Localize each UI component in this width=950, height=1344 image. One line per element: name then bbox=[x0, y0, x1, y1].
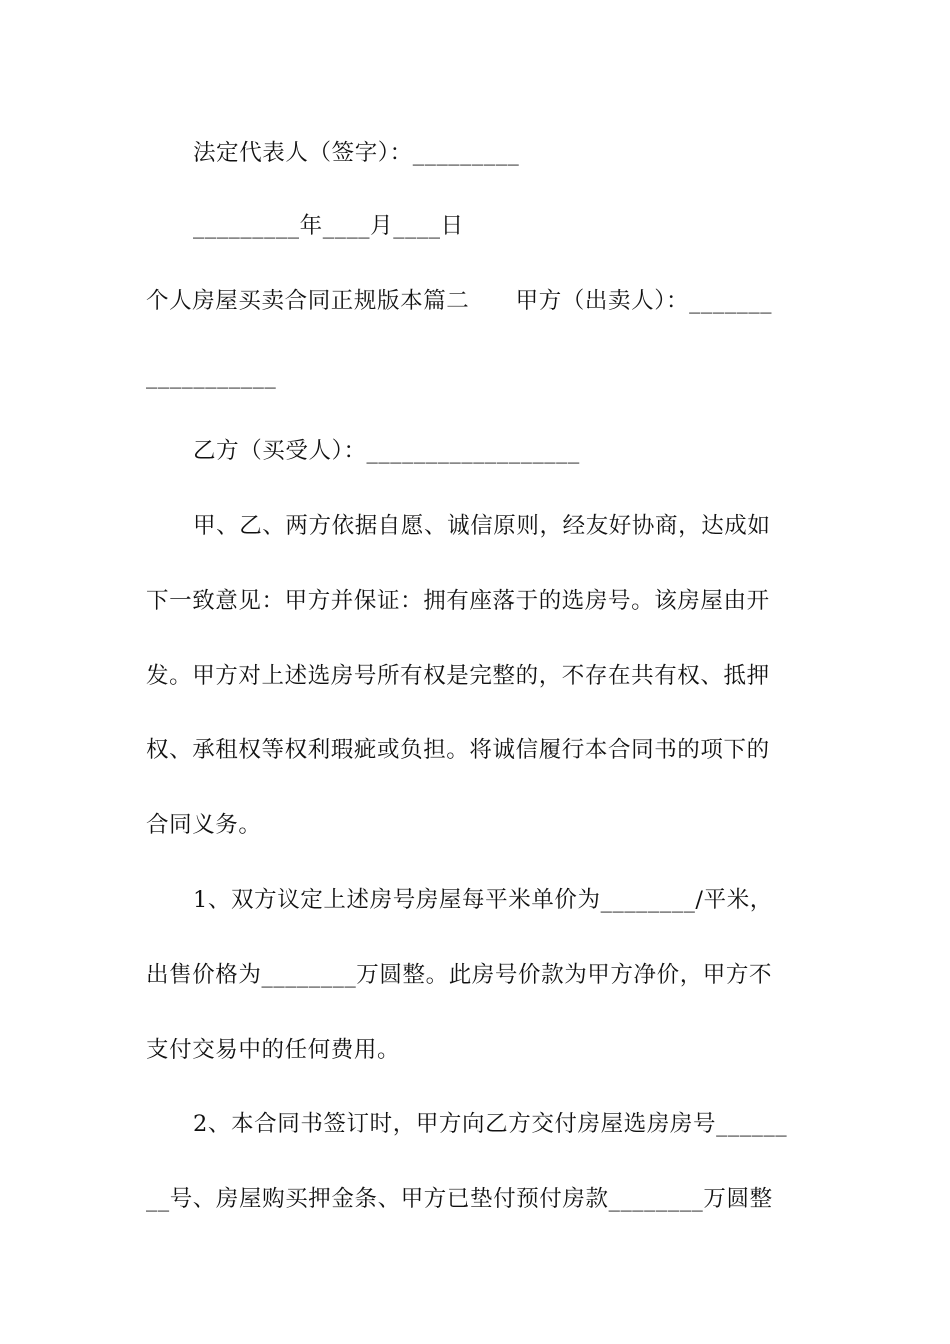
paragraph-line: 权、承租权等权利瑕疵或负担。将诚信履行本合同书的项下的 bbox=[146, 737, 770, 763]
section-heading: 个人房屋买卖合同正规版本篇二 甲方（出卖人）：_______ bbox=[146, 288, 773, 314]
clause-line: 1、双方议定上述房号房屋每平米单价为________/平米， bbox=[193, 887, 773, 913]
signature-line: 法定代表人（签字）：_________ bbox=[193, 140, 520, 166]
paragraph-line: 合同义务。 bbox=[146, 812, 262, 838]
clause-line: __号、房屋购买押金条、甲方已垫付预付房款________万圆整 bbox=[146, 1186, 773, 1212]
party-b-line: 乙方（买受人）：__________________ bbox=[193, 438, 580, 464]
clause-line: 出售价格为________万圆整。此房号价款为甲方净价，甲方不 bbox=[146, 962, 773, 988]
paragraph-line: 下一致意见：甲方并保证：拥有座落于的选房号。该房屋由开 bbox=[146, 588, 770, 614]
paragraph-line: 发。甲方对上述选房号所有权是完整的，不存在共有权、抵押 bbox=[146, 663, 770, 689]
text-line: ___________ bbox=[146, 363, 277, 389]
clause-line: 2、本合同书签订时，甲方向乙方交付房屋选房房号______ bbox=[193, 1111, 788, 1137]
paragraph-line: 甲、乙、两方依据自愿、诚信原则，经友好协商，达成如 bbox=[193, 513, 771, 539]
date-line: _________年____月____日 bbox=[193, 213, 464, 239]
clause-line: 支付交易中的任何费用。 bbox=[146, 1037, 401, 1063]
